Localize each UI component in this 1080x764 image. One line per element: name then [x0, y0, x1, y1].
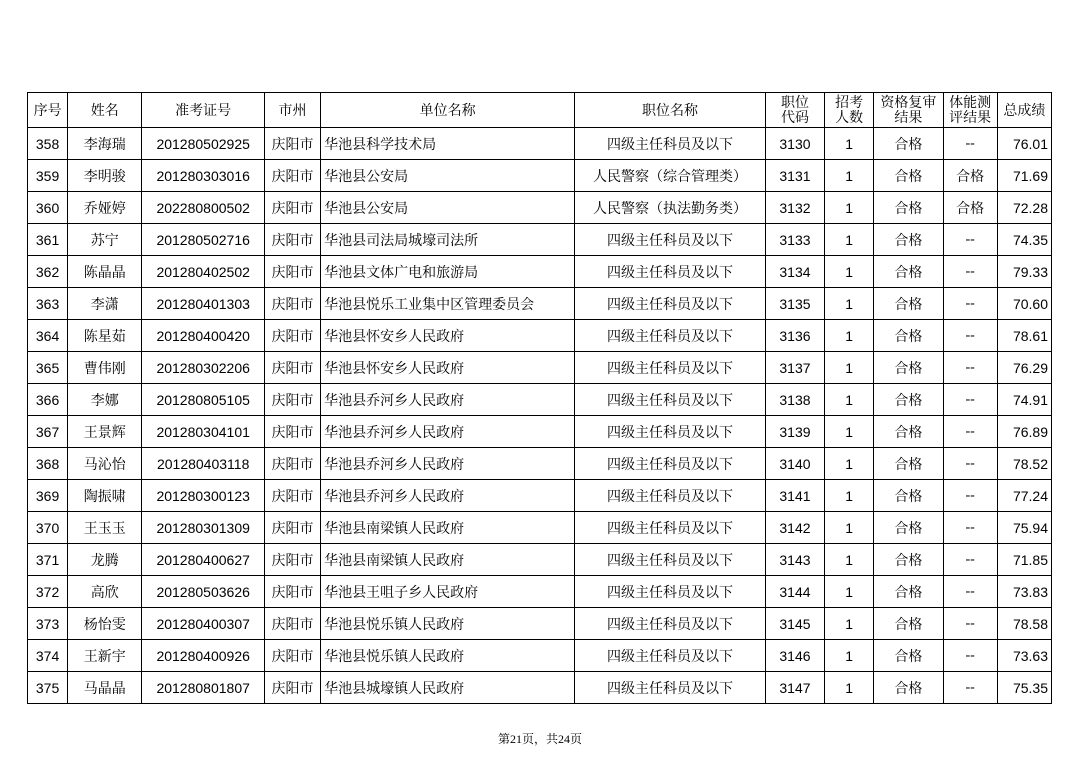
city-cell: 庆阳市: [264, 608, 320, 640]
unit-cell: 华池县南梁镇人民政府: [321, 544, 575, 576]
position-cell: 四级主任科员及以下: [575, 384, 766, 416]
total-score-cell: 77.24: [997, 480, 1051, 512]
exam-id-cell: 201280400307: [142, 608, 264, 640]
table-row: [28, 672, 1052, 704]
fitness-result-cell: --: [943, 448, 997, 480]
seq-cell: 369: [28, 480, 68, 512]
quota-cell: 1: [825, 352, 874, 384]
total-score-cell: 75.35: [997, 672, 1051, 704]
city-cell: 庆阳市: [264, 576, 320, 608]
city-cell: 庆阳市: [264, 320, 320, 352]
name-cell: 乔娅婷: [68, 192, 142, 224]
table-row: [28, 512, 1052, 544]
fitness-result-cell: --: [943, 416, 997, 448]
review-result-cell: 合格: [874, 320, 943, 352]
quota-cell: 1: [825, 224, 874, 256]
name-cell: 高欣: [68, 576, 142, 608]
table-row: [28, 448, 1052, 480]
exam-id-cell: 201280801807: [142, 672, 264, 704]
exam-id-cell: 201280400627: [142, 544, 264, 576]
exam-id-cell: 201280302206: [142, 352, 264, 384]
fitness-result-cell: --: [943, 544, 997, 576]
fitness-result-cell: --: [943, 608, 997, 640]
name-cell: 王玉玉: [68, 512, 142, 544]
exam-id-cell: 201280403118: [142, 448, 264, 480]
quota-cell: 1: [825, 384, 874, 416]
table-row: [28, 288, 1052, 320]
unit-cell: 华池县文体广电和旅游局: [321, 256, 575, 288]
city-cell: 庆阳市: [264, 160, 320, 192]
position-cell: 四级主任科员及以下: [575, 448, 766, 480]
position-cell: 四级主任科员及以下: [575, 576, 766, 608]
name-cell: 李娜: [68, 384, 142, 416]
total-score-cell: 78.58: [997, 608, 1051, 640]
city-cell: 庆阳市: [264, 128, 320, 160]
quota-cell: 1: [825, 544, 874, 576]
quota-cell: 1: [825, 416, 874, 448]
table-header-row: [28, 93, 1052, 128]
name-cell: 苏宁: [68, 224, 142, 256]
review-result-cell: 合格: [874, 352, 943, 384]
fitness-result-cell: --: [943, 480, 997, 512]
header-cell: 职位名称: [575, 93, 766, 128]
seq-cell: 374: [28, 640, 68, 672]
position-cell: 四级主任科员及以下: [575, 320, 766, 352]
position-code-cell: 3140: [765, 448, 824, 480]
unit-cell: 华池县乔河乡人民政府: [321, 384, 575, 416]
table-row: [28, 576, 1052, 608]
table-row: [28, 256, 1052, 288]
quota-cell: 1: [825, 576, 874, 608]
quota-cell: 1: [825, 608, 874, 640]
unit-cell: 华池县科学技术局: [321, 128, 575, 160]
position-code-cell: 3147: [765, 672, 824, 704]
unit-cell: 华池县怀安乡人民政府: [321, 352, 575, 384]
city-cell: 庆阳市: [264, 512, 320, 544]
table-row: [28, 320, 1052, 352]
fitness-result-cell: 合格: [943, 160, 997, 192]
seq-cell: 359: [28, 160, 68, 192]
unit-cell: 华池县悦乐镇人民政府: [321, 640, 575, 672]
exam-id-cell: 201280503626: [142, 576, 264, 608]
seq-cell: 371: [28, 544, 68, 576]
position-cell: 人民警察（执法勤务类）: [575, 192, 766, 224]
review-result-cell: 合格: [874, 576, 943, 608]
position-cell: 四级主任科员及以下: [575, 128, 766, 160]
total-score-cell: 70.60: [997, 288, 1051, 320]
table-row: [28, 160, 1052, 192]
review-result-cell: 合格: [874, 256, 943, 288]
total-score-cell: 74.35: [997, 224, 1051, 256]
position-cell: 四级主任科员及以下: [575, 224, 766, 256]
table-row: [28, 384, 1052, 416]
total-score-cell: 76.01: [997, 128, 1051, 160]
exam-id-cell: 201280303016: [142, 160, 264, 192]
position-code-cell: 3133: [765, 224, 824, 256]
position-code-cell: 3139: [765, 416, 824, 448]
quota-cell: 1: [825, 672, 874, 704]
name-cell: 王新宇: [68, 640, 142, 672]
total-score-cell: 73.83: [997, 576, 1051, 608]
fitness-result-cell: --: [943, 640, 997, 672]
review-result-cell: 合格: [874, 384, 943, 416]
position-code-cell: 3143: [765, 544, 824, 576]
total-score-cell: 72.28: [997, 192, 1051, 224]
seq-cell: 367: [28, 416, 68, 448]
review-result-cell: 合格: [874, 128, 943, 160]
city-cell: 庆阳市: [264, 192, 320, 224]
unit-cell: 华池县乔河乡人民政府: [321, 448, 575, 480]
position-code-cell: 3141: [765, 480, 824, 512]
name-cell: 陈晶晶: [68, 256, 142, 288]
review-result-cell: 合格: [874, 416, 943, 448]
city-cell: 庆阳市: [264, 480, 320, 512]
name-cell: 王景辉: [68, 416, 142, 448]
header-cell: 招考人数: [825, 93, 874, 128]
name-cell: 马晶晶: [68, 672, 142, 704]
position-code-cell: 3145: [765, 608, 824, 640]
exam-id-cell: 201280402502: [142, 256, 264, 288]
exam-id-cell: 201280400926: [142, 640, 264, 672]
header-cell: 单位名称: [321, 93, 575, 128]
name-cell: 陈星茹: [68, 320, 142, 352]
fitness-result-cell: --: [943, 512, 997, 544]
name-cell: 龙腾: [68, 544, 142, 576]
header-cell: 准考证号: [142, 93, 264, 128]
position-code-cell: 3134: [765, 256, 824, 288]
city-cell: 庆阳市: [264, 288, 320, 320]
total-score-cell: 79.33: [997, 256, 1051, 288]
seq-cell: 365: [28, 352, 68, 384]
name-cell: 杨怡雯: [68, 608, 142, 640]
position-code-cell: 3146: [765, 640, 824, 672]
quota-cell: 1: [825, 160, 874, 192]
table-row: [28, 128, 1052, 160]
table-body: [28, 128, 1052, 704]
exam-id-cell: 201280805105: [142, 384, 264, 416]
table-row: [28, 192, 1052, 224]
unit-cell: 华池县公安局: [321, 192, 575, 224]
review-result-cell: 合格: [874, 544, 943, 576]
position-cell: 四级主任科员及以下: [575, 416, 766, 448]
seq-cell: 375: [28, 672, 68, 704]
total-score-cell: 71.85: [997, 544, 1051, 576]
position-code-cell: 3137: [765, 352, 824, 384]
exam-id-cell: 201280401303: [142, 288, 264, 320]
seq-cell: 358: [28, 128, 68, 160]
total-score-cell: 73.63: [997, 640, 1051, 672]
exam-id-cell: 201280301309: [142, 512, 264, 544]
review-result-cell: 合格: [874, 160, 943, 192]
fitness-result-cell: --: [943, 288, 997, 320]
fitness-result-cell: --: [943, 224, 997, 256]
position-cell: 四级主任科员及以下: [575, 544, 766, 576]
unit-cell: 华池县城壕镇人民政府: [321, 672, 575, 704]
position-cell: 四级主任科员及以下: [575, 256, 766, 288]
total-score-cell: 75.94: [997, 512, 1051, 544]
review-result-cell: 合格: [874, 448, 943, 480]
table-row: [28, 544, 1052, 576]
exam-id-cell: 201280502716: [142, 224, 264, 256]
review-result-cell: 合格: [874, 288, 943, 320]
header-cell: 体能测评结果: [943, 93, 997, 128]
exam-id-cell: 201280400420: [142, 320, 264, 352]
total-score-cell: 76.29: [997, 352, 1051, 384]
name-cell: 李明骏: [68, 160, 142, 192]
position-code-cell: 3135: [765, 288, 824, 320]
seq-cell: 361: [28, 224, 68, 256]
header-cell: 总成绩: [997, 93, 1051, 128]
position-cell: 四级主任科员及以下: [575, 352, 766, 384]
page-footer: 第21页，共24页: [497, 732, 582, 746]
city-cell: 庆阳市: [264, 256, 320, 288]
total-score-cell: 74.91: [997, 384, 1051, 416]
fitness-result-cell: --: [943, 672, 997, 704]
fitness-result-cell: --: [943, 320, 997, 352]
quota-cell: 1: [825, 640, 874, 672]
quota-cell: 1: [825, 320, 874, 352]
position-cell: 四级主任科员及以下: [575, 480, 766, 512]
unit-cell: 华池县悦乐镇人民政府: [321, 608, 575, 640]
exam-id-cell: 201280300123: [142, 480, 264, 512]
seq-cell: 373: [28, 608, 68, 640]
exam-id-cell: 201280304101: [142, 416, 264, 448]
header-cell: 市州: [264, 93, 320, 128]
table-row: [28, 608, 1052, 640]
unit-cell: 华池县乔河乡人民政府: [321, 480, 575, 512]
seq-cell: 362: [28, 256, 68, 288]
header-cell: 姓名: [68, 93, 142, 128]
quota-cell: 1: [825, 128, 874, 160]
position-cell: 四级主任科员及以下: [575, 672, 766, 704]
unit-cell: 华池县司法局城壕司法所: [321, 224, 575, 256]
results-table: [27, 92, 1052, 704]
table-row: [28, 352, 1052, 384]
unit-cell: 华池县王咀子乡人民政府: [321, 576, 575, 608]
unit-cell: 华池县悦乐工业集中区管理委员会: [321, 288, 575, 320]
seq-cell: 363: [28, 288, 68, 320]
exam-id-cell: 202280800502: [142, 192, 264, 224]
table-row: [28, 416, 1052, 448]
position-cell: 四级主任科员及以下: [575, 288, 766, 320]
name-cell: 陶振啸: [68, 480, 142, 512]
table-row: [28, 640, 1052, 672]
review-result-cell: 合格: [874, 672, 943, 704]
position-code-cell: 3144: [765, 576, 824, 608]
total-score-cell: 76.89: [997, 416, 1051, 448]
city-cell: 庆阳市: [264, 640, 320, 672]
quota-cell: 1: [825, 512, 874, 544]
seq-cell: 370: [28, 512, 68, 544]
name-cell: 李潇: [68, 288, 142, 320]
fitness-result-cell: 合格: [943, 192, 997, 224]
fitness-result-cell: --: [943, 576, 997, 608]
city-cell: 庆阳市: [264, 544, 320, 576]
exam-id-cell: 201280502925: [142, 128, 264, 160]
quota-cell: 1: [825, 192, 874, 224]
position-code-cell: 3136: [765, 320, 824, 352]
city-cell: 庆阳市: [264, 384, 320, 416]
seq-cell: 364: [28, 320, 68, 352]
quota-cell: 1: [825, 480, 874, 512]
position-code-cell: 3131: [765, 160, 824, 192]
position-code-cell: 3132: [765, 192, 824, 224]
position-cell: 四级主任科员及以下: [575, 512, 766, 544]
city-cell: 庆阳市: [264, 352, 320, 384]
unit-cell: 华池县公安局: [321, 160, 575, 192]
fitness-result-cell: --: [943, 352, 997, 384]
review-result-cell: 合格: [874, 480, 943, 512]
name-cell: 李海瑞: [68, 128, 142, 160]
header-cell: 资格复审结果: [874, 93, 943, 128]
seq-cell: 366: [28, 384, 68, 416]
position-code-cell: 3138: [765, 384, 824, 416]
name-cell: 马沁怡: [68, 448, 142, 480]
position-code-cell: 3142: [765, 512, 824, 544]
city-cell: 庆阳市: [264, 224, 320, 256]
unit-cell: 华池县南梁镇人民政府: [321, 512, 575, 544]
seq-cell: 372: [28, 576, 68, 608]
position-cell: 四级主任科员及以下: [575, 608, 766, 640]
unit-cell: 华池县乔河乡人民政府: [321, 416, 575, 448]
position-cell: 四级主任科员及以下: [575, 640, 766, 672]
fitness-result-cell: --: [943, 384, 997, 416]
fitness-result-cell: --: [943, 128, 997, 160]
position-code-cell: 3130: [765, 128, 824, 160]
review-result-cell: 合格: [874, 608, 943, 640]
seq-cell: 360: [28, 192, 68, 224]
total-score-cell: 78.61: [997, 320, 1051, 352]
city-cell: 庆阳市: [264, 448, 320, 480]
name-cell: 曹伟刚: [68, 352, 142, 384]
fitness-result-cell: --: [943, 256, 997, 288]
seq-cell: 368: [28, 448, 68, 480]
table-row: [28, 224, 1052, 256]
quota-cell: 1: [825, 288, 874, 320]
quota-cell: 1: [825, 256, 874, 288]
table-row: [28, 480, 1052, 512]
quota-cell: 1: [825, 448, 874, 480]
unit-cell: 华池县怀安乡人民政府: [321, 320, 575, 352]
total-score-cell: 71.69: [997, 160, 1051, 192]
header-cell: 职位代码: [765, 93, 824, 128]
review-result-cell: 合格: [874, 640, 943, 672]
city-cell: 庆阳市: [264, 672, 320, 704]
total-score-cell: 78.52: [997, 448, 1051, 480]
header-cell: 序号: [28, 93, 68, 128]
review-result-cell: 合格: [874, 192, 943, 224]
city-cell: 庆阳市: [264, 416, 320, 448]
review-result-cell: 合格: [874, 512, 943, 544]
review-result-cell: 合格: [874, 224, 943, 256]
position-cell: 人民警察（综合管理类）: [575, 160, 766, 192]
